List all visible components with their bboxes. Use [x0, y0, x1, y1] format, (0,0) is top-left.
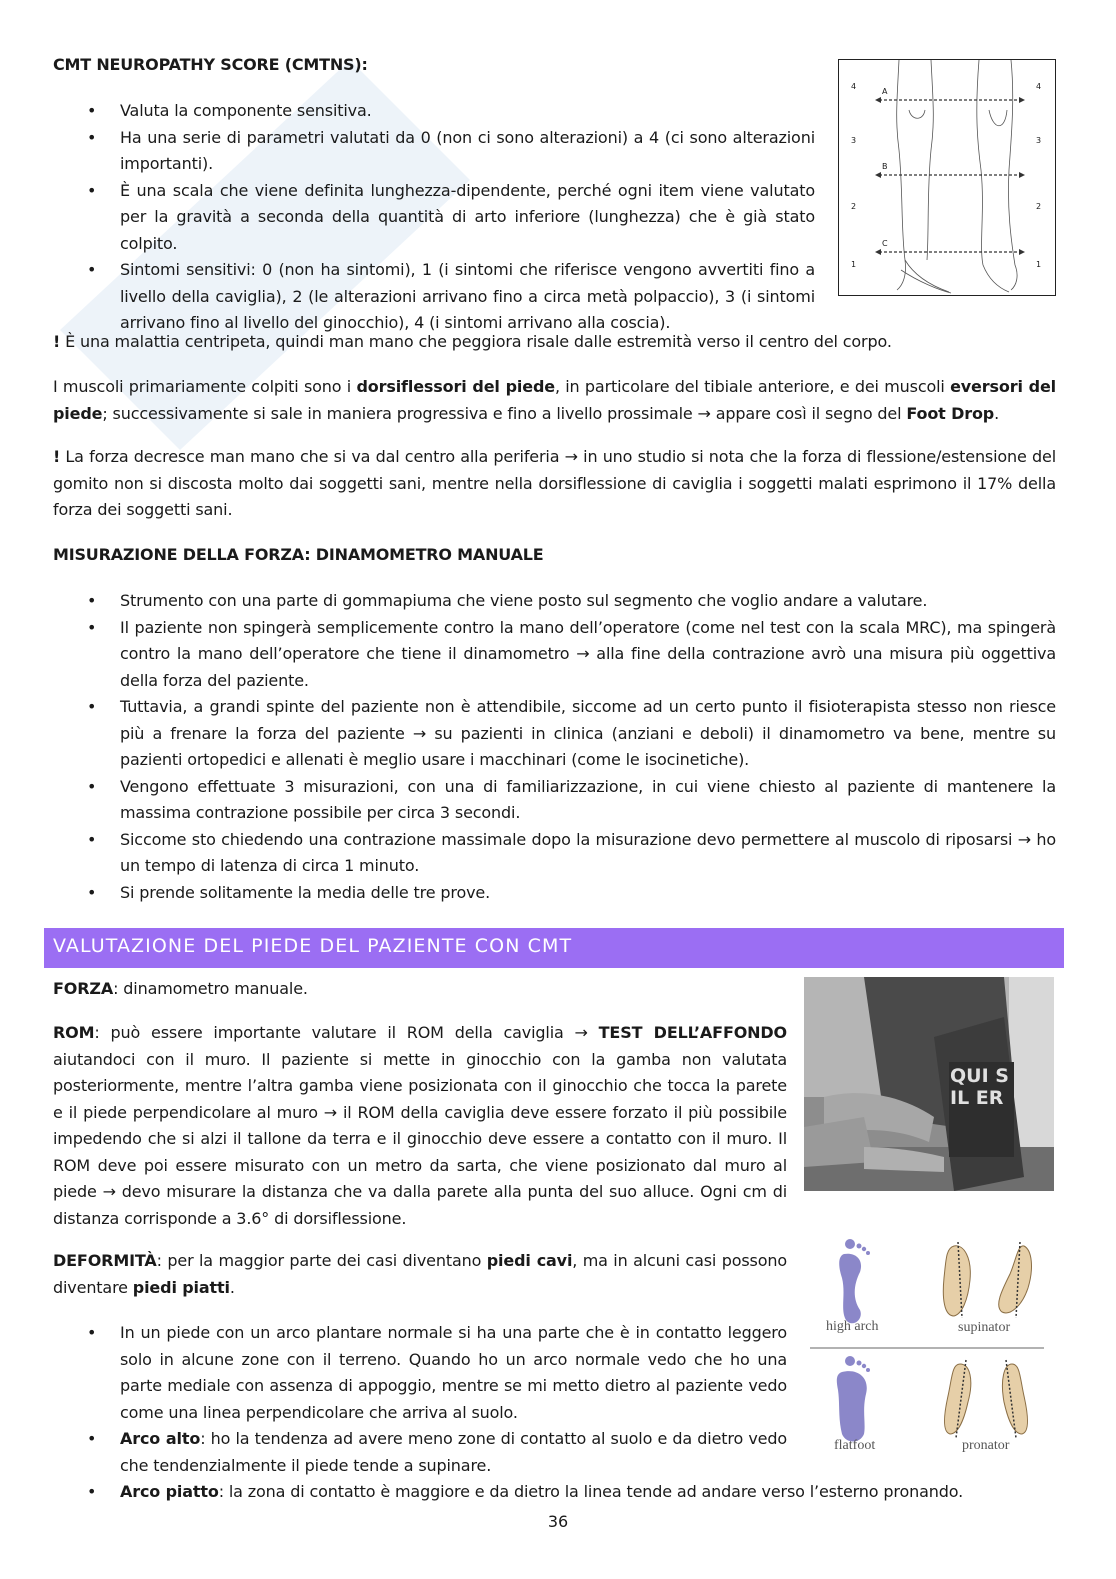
list-item: • Sintomi sensitivi: 0 (non ha sintomi), 1 (i sintomi che riferisce vengono avvertiti fino a livello della caviglia), 2 (le alterazioni arrivano fino a circa metà polpaccio), 3 (i sintomi arrivano fino al livello del ginocchio), 4 (i sintomi arrivano alla coscia). — [87, 260, 815, 332]
list-item: • Arco alto: ho la tendenza ad avere meno zone di contatto al suolo e da dietro vedo che tendenzialmente il piede tende a supinare. — [87, 1429, 787, 1475]
right-level-2: 2 — [1036, 202, 1042, 211]
label-flatfoot: flatfoot — [834, 1438, 876, 1453]
paragraph-muscoli: I muscoli primariamente colpiti sono i dorsiflessori del piede, in particolare del tibiale anteriore, e dei muscoli eversori del piede; successivamente si sale in maniera progressiva e fino a livello prossimale → appare così il segno del Foot Drop. — [53, 377, 1056, 423]
label-pronator: pronator — [962, 1438, 1010, 1453]
left-level-3: 3 — [851, 136, 857, 145]
line-label-a: A — [882, 87, 888, 96]
list-item: • Arco piatto: la zona di contatto è maggiore e da dietro la linea tende ad andare verso l’esterno pronando. — [87, 1482, 964, 1501]
list-item: • Tuttavia, a grandi spinte del paziente non è attendibile, siccome ad un certo punto il fisioterapista stesso non riesce più a frenare la forza del paziente → su pazienti in clinica (anziani e deboli) il dinamometro va bene, mentre su pazienti ortopedici e allenati è meglio usare i macchinari (come le isocinetiche). — [87, 697, 1056, 769]
list-item: • È una scala che viene definita lunghezza-dipendente, perché ogni item viene valutato per la gravità a seconda della quantità di arto inferiore (lunghezza) che è già stato colpito. — [87, 180, 815, 253]
list-item: • Valuta la componente sensitiva. — [87, 101, 372, 120]
list-item: • In un piede con un arco plantare normale si ha una parte che è in contatto leggero solo in alcune zone con il terreno. Quando ho un arco normale vedo che ho una parte mediale con assenza di appoggio, mentre se mi metto dietro al paziente vedo come una linea perpendicolare che arriva al suolo. — [87, 1323, 787, 1422]
banner-title: VALUTAZIONE DEL PIEDE DEL PAZIENTE CON CMT — [53, 935, 573, 957]
left-level-1: 1 — [851, 260, 857, 269]
dinamometro-bullet-list — [53, 588, 1056, 906]
label-high-arch: high arch — [826, 1319, 879, 1334]
paragraph-centripeta: ! È una malattia centripeta, quindi man mano che peggiora risale dalle estremità verso il centro del corpo. — [53, 332, 892, 351]
right-level-1: 1 — [1036, 260, 1042, 269]
lunge-test-photo — [804, 977, 1054, 1191]
legs-drawing — [839, 60, 1055, 295]
section-heading-cmtns: CMT NEUROPATHY SCORE (CMTNS): — [53, 55, 368, 74]
shorts-print-text: QUI SIL ER — [950, 1065, 1009, 1109]
paragraph-forza: ! La forza decresce man mano che si va dal centro alla periferia → in uno studio si nota che la forza di flessione/estensione del gomito non si discosta molto dai soggetti sani, mentre nella dorsiflessione di caviglia i soggetti malati esprimono il 17% della forza dei soggetti sani. — [53, 447, 1056, 519]
paragraph-forza-label: FORZA: dinamometro manuale. — [53, 979, 308, 998]
list-item: • Strumento con una parte di gommapiuma che viene posto sul segmento che voglio andare a valutare. — [87, 591, 928, 610]
list-item: • Siccome sto chiedendo una contrazione massimale dopo la misurazione devo permettere al muscolo di riposarsi → ho un tempo di latenza di circa 1 minuto. — [87, 829, 1056, 875]
line-label-b: B — [882, 162, 888, 171]
section-heading-dinamometro: MISURAZIONE DELLA FORZA: DINAMOMETRO MANUALE — [53, 545, 544, 564]
paragraph-deformita: DEFORMITÀ: per la maggior parte dei casi diventano piedi cavi, ma in alcuni casi possono diventare piedi piatti. — [53, 1251, 787, 1297]
section-banner — [44, 928, 1064, 968]
lunge-photo-drawing — [804, 977, 1054, 1191]
list-item: • Vengono effettuate 3 misurazioni, con una di familiarizzazione, in cui viene chiesto al paziente di mantenere la massima contrazione possibile per circa 3 secondi. — [87, 776, 1056, 822]
left-level-4: 4 — [851, 82, 857, 91]
list-item: • Si prende solitamente la media delle tre prove. — [87, 882, 491, 902]
line-label-c: C — [882, 239, 888, 248]
arch-bullet-list — [53, 1320, 787, 1479]
paragraph-rom: ROM: può essere importante valutare il ROM della caviglia → TEST DELL’AFFONDO aiutandoci con il muro. Il paziente si mette in ginocchio con la gamba non valutata posteriormente, mentre l’altra gamba viene posizionata con il ginocchio che tocca la parete e il piede perpendicolare al muro → il ROM della caviglia deve essere forzato il più possibile impedendo che si alzi il tallone da terra e il ginocchio deve essere a contatto con il muro. Il ROM deve poi essere misurato con un metro da sarta, che viene posizionato dal muro al piede → devo misurare la distanza che va dalla parete alla punta del suo alluce. Ogni cm di distanza corrisponde a 3.6° di dorsiflessione. — [53, 1023, 787, 1228]
cmtns-bullet-list — [53, 98, 815, 337]
foot-arch-figure — [806, 1228, 1056, 1468]
left-level-2: 2 — [851, 202, 857, 211]
foot-arch-drawing — [806, 1228, 1056, 1468]
right-level-3: 3 — [1036, 136, 1042, 145]
label-supinator: supinator — [958, 1320, 1011, 1335]
list-item: • Ha una serie di parametri valutati da 0 (non ci sono alterazioni) a 4 (ci sono alterazioni importanti). — [87, 127, 815, 173]
list-item: • Il paziente non spingerà semplicemente contro la mano dell’operatore (come nel test con la scala MRC), ma spingerà contro la mano dell’operatore che tiene il dinamometro → alla fine della contrazione avrò una misura più oggettiva della forza del paziente. — [87, 617, 1056, 690]
page-number: 36 — [547, 1512, 569, 1531]
legs-level-figure — [838, 59, 1056, 296]
arch-bullet-list-last — [53, 1479, 1056, 1506]
right-level-4: 4 — [1036, 82, 1042, 91]
